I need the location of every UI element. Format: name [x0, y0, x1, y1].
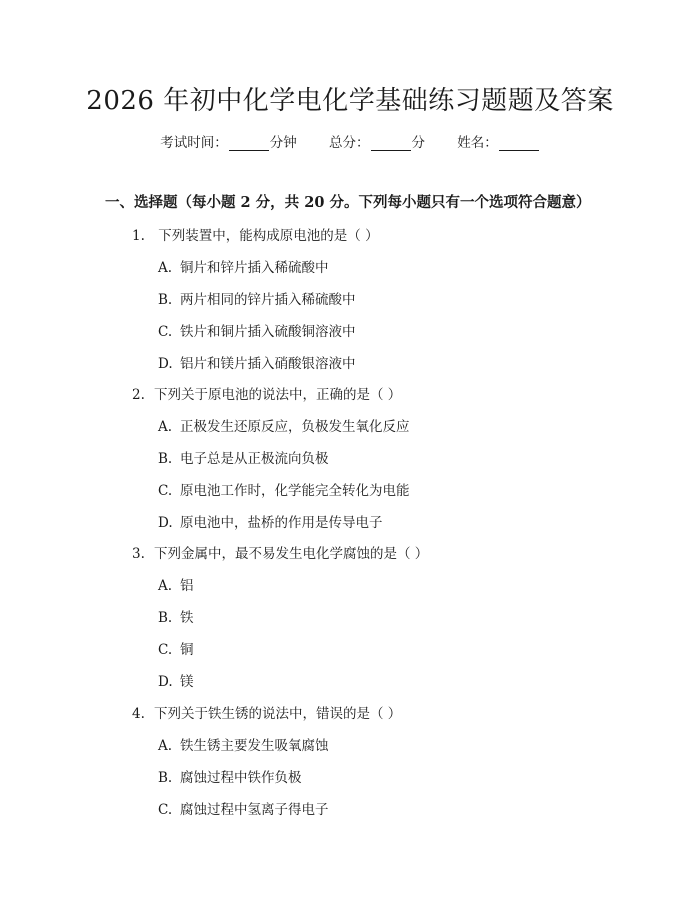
question-2	[132, 383, 401, 403]
question-text: 下列关于原电池的说法中，正确的是（ ）	[154, 387, 402, 403]
question-3	[132, 542, 428, 562]
question-number: 4.	[132, 706, 145, 722]
question-3-option-d[interactable]	[158, 670, 194, 690]
question-number: 2.	[132, 387, 145, 403]
question-text: 下列金属中，最不易发生电化学腐蚀的是（ ）	[154, 546, 429, 562]
question-2-option-a[interactable]	[158, 415, 410, 435]
question-1	[132, 224, 379, 244]
question-number: 1.	[132, 228, 145, 244]
total-score-label: 总分：	[329, 135, 370, 151]
page-title: 2026 年初中化学电化学基础练习题题及答案	[86, 86, 614, 116]
question-3-option-c[interactable]	[158, 638, 194, 658]
question-text: 下列装置中，能构成原电池的是（ ）	[154, 228, 379, 244]
option-text: 铁生锈主要发生吸氧腐蚀	[180, 738, 329, 754]
option-text: 铁	[180, 610, 194, 626]
option-letter: C.	[158, 642, 173, 658]
total-score-blank[interactable]	[371, 136, 411, 151]
question-1-option-c[interactable]	[158, 320, 356, 340]
total-score-field	[329, 131, 425, 151]
option-letter: D.	[158, 515, 173, 531]
option-text: 铜	[180, 642, 194, 658]
question-1-option-a[interactable]	[158, 256, 329, 276]
option-letter: D.	[158, 674, 173, 690]
total-score-unit: 分	[411, 135, 425, 151]
option-letter: C.	[158, 483, 173, 499]
question-2-option-d[interactable]	[158, 511, 383, 531]
question-3-option-b[interactable]	[158, 606, 194, 626]
option-letter: D.	[158, 356, 173, 372]
option-letter: A.	[158, 738, 173, 754]
exam-time-field	[160, 131, 297, 151]
option-letter: A.	[158, 578, 173, 594]
option-text: 电子总是从正极流向负极	[180, 451, 329, 467]
option-letter: A.	[158, 419, 173, 435]
option-text: 镁	[180, 674, 194, 690]
student-name-label: 姓名：	[457, 135, 498, 151]
question-3-option-a[interactable]	[158, 574, 194, 594]
option-text: 铁片和铜片插入硫酸铜溶液中	[180, 324, 356, 340]
exam-meta	[0, 131, 700, 151]
option-text: 铜片和锌片插入稀硫酸中	[180, 260, 329, 276]
student-name-field	[457, 131, 540, 151]
option-text: 铝	[180, 578, 194, 594]
option-letter: C.	[158, 324, 173, 340]
question-1-option-d[interactable]	[158, 352, 356, 372]
question-1-option-b[interactable]	[158, 288, 356, 308]
student-name-blank[interactable]	[499, 136, 539, 151]
option-letter: B.	[158, 292, 173, 308]
option-letter: C.	[158, 802, 173, 818]
exam-time-unit: 分钟	[269, 135, 297, 151]
option-text: 原电池工作时，化学能完全转化为电能	[180, 483, 410, 499]
option-text: 正极发生还原反应，负极发生氧化反应	[180, 419, 410, 435]
option-letter: B.	[158, 770, 173, 786]
exam-time-label: 考试时间：	[160, 135, 228, 151]
option-letter: B.	[158, 451, 173, 467]
question-4-option-a[interactable]	[158, 734, 329, 754]
option-text: 两片相同的锌片插入稀硫酸中	[180, 292, 356, 308]
option-text: 原电池中，盐桥的作用是传导电子	[180, 515, 383, 531]
option-text: 腐蚀过程中铁作负极	[180, 770, 302, 786]
question-4-option-c[interactable]	[158, 798, 329, 818]
question-text: 下列关于铁生锈的说法中，错误的是（ ）	[154, 706, 402, 722]
question-4	[132, 702, 401, 722]
option-letter: B.	[158, 610, 173, 626]
option-text: 铝片和镁片插入硝酸银溶液中	[180, 356, 356, 372]
option-letter: A.	[158, 260, 173, 276]
exam-time-blank[interactable]	[229, 136, 269, 151]
section-heading: 一、选择题（每小题 2 分，共 20 分。下列每小题只有一个选项符合题意）	[105, 194, 591, 211]
question-4-option-b[interactable]	[158, 766, 302, 786]
question-2-option-c[interactable]	[158, 479, 410, 499]
question-number: 3.	[132, 546, 145, 562]
option-text: 腐蚀过程中氢离子得电子	[180, 802, 329, 818]
question-2-option-b[interactable]	[158, 447, 329, 467]
